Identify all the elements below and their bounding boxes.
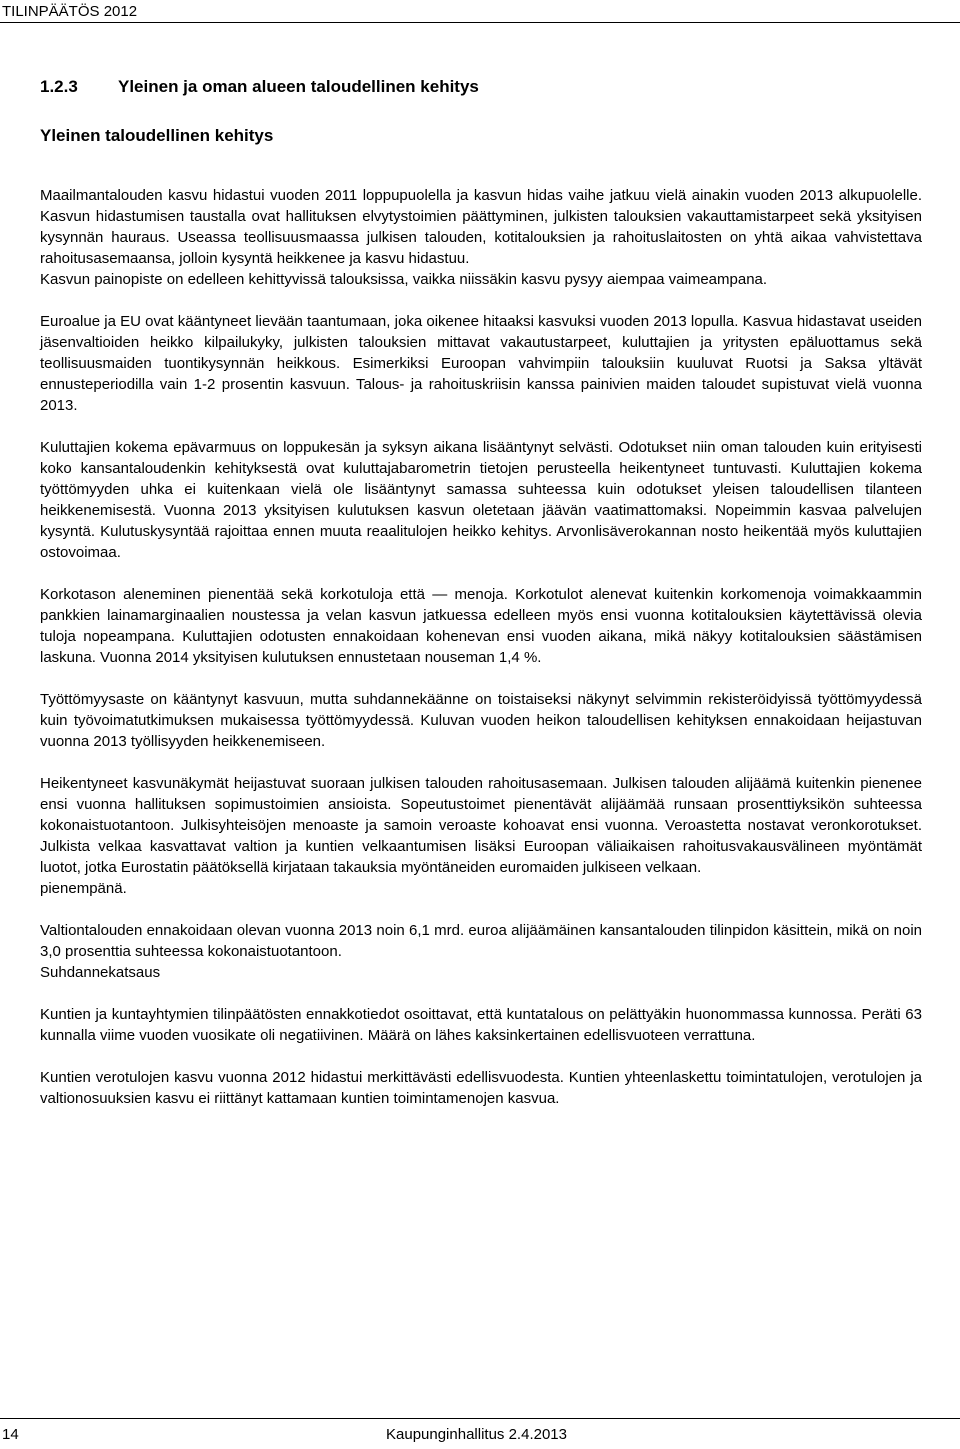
section-title: Yleinen ja oman alueen taloudellinen kehitys	[118, 77, 479, 96]
paragraph: Kasvun painopiste on edelleen kehittyvissä talouksissa, vaikka niissäkin kasvu pysyy aiempaa vaimeampana.	[40, 271, 768, 288]
section-number: 1.2.3	[40, 77, 78, 96]
footer-text: Kaupunginhallitus 2.4.2013	[386, 1426, 567, 1443]
page-footer	[0, 1418, 960, 1449]
paragraph: Maailmantalouden kasvu hidastui vuoden 2011 loppupuolella ja kasvun hidas vaihe jatkuu vielä ainakin vuoden 2013 alkupuolelle. Kasvun hidastumisen taustalla ovat hallituksen elvytystoimien päättyminen, julkisten talouksien vakauttamistarpeet sekä yksityisen kysynnän hauraus. Useassa teollisuusmaassa julkisen talouden, kotitalouksien ja rahoituslaitosten on yhtä aikaa vahvistettava rahoitusasemaansa, jolloin kysyntä heikkenee ja kasvu hidastuu.	[40, 187, 922, 267]
running-header-title: TILINPÄÄTÖS 2012	[2, 3, 138, 20]
paragraph: Korkotason aleneminen pienentää sekä korkotuloja että — menoja. Korkotulot alenevat kuitenkin korkomenoja voimakkaammin pankkien lainamarginaalien noustessa ja velan kasvun jatkuessa edelleen myös ensi vuonna kotitalouksien käytettävissä olevia tuloja nopeampana. Kuluttajien odotusten ennakoidaan kohenevan ensi vuoden aikana, mikä näkyy kotitalouksien säästämisen laskuna. Vuonna 2014 yksityisen kulutuksen ennustetaan nouseman 1,4 %.	[40, 586, 922, 666]
paragraph-heading: Suhdannekatsaus	[40, 964, 161, 981]
paragraph: Euroalue ja EU ovat kääntyneet lievään taantumaan, joka oikenee hitaaksi kasvuksi vuoden 2013 lopulla. Kasvua hidastavat useiden jäsenvaltioiden heikko kilpailukyky, julkisten talouksien mittavat vakautustarpeet, kuluttajien ja yritysten epäluottamus sekä teollisuusmaiden tuontikysynnän heikkous. Esimerkiksi Euroopan vahvimpiin talouksiin kuuluvat Ruotsi ja Saksa yltävät ennusteperiodilla vain 1-2 prosentin kasvuun. Talous- ja rahoituskriisin kanssa painivien maiden taloudet supistuvat vielä vuonna 2013.	[40, 313, 922, 414]
paragraph: Työttömyysaste on kääntynyt kasvuun, mutta suhdannekäänne on toistaiseksi näkynyt selvimmin rekisteröidyissä työttömyydessä kuin työvoimatutkimuksen mukaisessa työttömyydessä. Kuluvan vuoden heikon taloudellisen kehityksen ennakoidaan heijastuvan vuonna 2013 työllisyyden heikkenemiseen.	[40, 691, 922, 750]
body-text	[40, 185, 922, 1109]
paragraph: Heikentyneet kasvunäkymät heijastuvat suoraan julkisen talouden rahoitusasemaan. Julkisen talouden alijäämä kuitenkin pienenee ensi vuonna hallituksen sopimustoimien ansioista. Sopeutustoimet pienentävät alijäämää runsaan prosenttiyksikön suhteessa kokonaistuotantoon. Julkisyhteisöjen menoaste ja samoin veroaste kohoavat ensi vuonna. Veroastetta nostavat veronkorotukset. Julkista velkaa kasvattavat valtion ja kuntien velkaantumisen lisäksi Euroopan väliaikaisen rahoitusvakausvälineen myöntämät luotot, jotka Eurostatin päätöksellä kirjataan takauksia myöntäneiden euromaiden julkiseen velkaan.	[40, 775, 922, 876]
paragraph: Kuntien verotulojen kasvu vuonna 2012 hidastui merkittävästi edellisvuodesta. Kuntien yhteenlaskettu toimintatulojen, verotulojen ja valtionosuuksien kasvu ei riittänyt kattamaan kuntien toimintamenojen kasvua.	[40, 1069, 922, 1107]
paragraph: Kuluttajien kokema epävarmuus on loppukesän ja syksyn aikana lisääntynyt selvästi. Odotukset niin oman talouden kuin erityisesti koko kansantaloudenkin kehityksestä ovat kuluttajabarometrin tietojen perusteella heikentyneet tuntuvasti. Kuluttajien kokema työttömyyden uhka ei kuitenkaan vielä ole lisääntynyt samassa suhteessa kuin odotukset yleisen taloudellisen tilanteen heikkenemisestä. Vuonna 2013 yksityisen kulutuksen kasvun oletetaan jäävän vaatimattomaksi. Nopeimmin kasvaa palvelujen kysyntä. Kulutuskysyntää rajoittaa ennen muuta reaalitulojen heikko kehitys. Arvonlisäverokannan nosto heikentää myös kuluttajien ostovoimaa.	[40, 439, 922, 561]
paragraph: Kuntien ja kuntayhtymien tilinpäätösten ennakkotiedot osoittavat, että kuntatalous on pelättyäkin huonommassa kunnossa. Peräti 63 kunnalla viime vuoden vuosikate oli negatiivinen. Määrä on lähes kaksinkertainen edellisvuoteen verrattuna.	[40, 1006, 922, 1044]
paragraph: Valtiontalouden ennakoidaan olevan vuonna 2013 noin 6,1 mrd. euroa alijäämäinen kansantalouden tilinpidon käsittein, mikä on noin 3,0 prosenttia suhteessa kokonaistuotantoon.	[40, 922, 922, 960]
page-number: 14	[2, 1426, 19, 1443]
paragraph: pienempänä.	[40, 880, 127, 897]
page-content	[40, 76, 922, 1109]
subsection-heading: Yleinen taloudellinen kehitys	[40, 126, 274, 145]
running-header	[0, 1, 960, 23]
section-heading	[40, 76, 922, 98]
